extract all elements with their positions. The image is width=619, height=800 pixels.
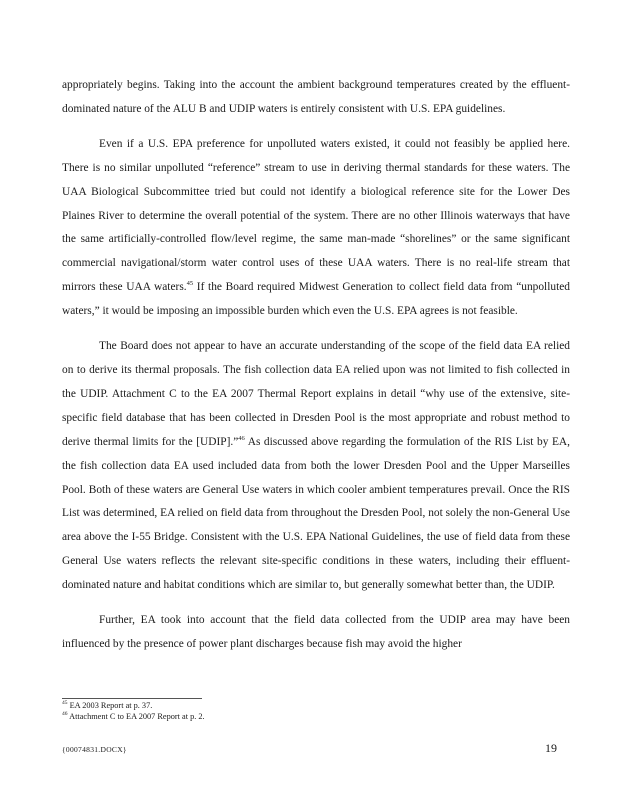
paragraph-2-text-before: Even if a U.S. EPA preference for unpolluted waters existed, it could not feasibly be applied here. There is no similar unpolluted “reference” stream to use in deriving thermal standards for these waters. The UAA Biological Subcommittee tried but could not identify a biological reference site for the Lower Des Plaines River to determine the overall potential of the system. There are no other Illinois waterways that have the same artificially-controlled flow/level regime, the same man-made “shorelines” or the same significant commercial navigational/storm water control uses of these UAA waters. There is no real-life stream that mirrors these UAA waters. [62, 137, 570, 294]
document-id: {00074831.DOCX} [62, 745, 127, 754]
footnotes [62, 701, 562, 722]
footnote-text: Attachment C to EA 2007 Report at p. 2. [67, 711, 205, 721]
paragraph-3-text-before: The Board does not appear to have an accurate understanding of the scope of the field data EA relied on to derive its thermal proposals. The fish collection data EA relied upon was not limited to fish collected in the UDIP. Attachment C to the EA 2007 Thermal Report explains in detail “why use of the extensive, site-specific field database that has been collected in Dresden Pool is the most appropriate and robust method to derive thermal limits for the [UDIP].” [62, 340, 570, 448]
footnote-ref-46[interactable]: 46 [238, 434, 245, 442]
footnote-separator [62, 698, 202, 699]
footnote-45 [62, 701, 562, 712]
paragraph-3 [62, 335, 570, 598]
paragraph-2-text-after: If the Board required Midwest Generation to collect field data from “unpolluted waters,” it would be imposing an impossible burden which even the U.S. EPA agrees is not feasible. [62, 281, 570, 318]
paragraph-3-text-after: As discussed above regarding the formulation of the RIS List by EA, the fish collection data EA used included data from both the lower Dresden Pool and the Upper Marseilles Pool. Both of these waters are General Use waters in which cooler ambient temperatures prevail. Once the RIS List was determined, EA relied on field data from throughout the Dresden Pool, not solely the non-General Use area above the I-55 Bridge. Consistent with the U.S. EPA National Guidelines, the use of field data from these General Use waters reflects the relevant site-specific conditions in these waters, including their effluent-dominated nature and habitat conditions which are similar to, but generally somewhat better than, the UDIP. [62, 435, 570, 592]
paragraph-4 [62, 609, 570, 657]
paragraph-4-text: Further, EA took into account that the field data collected from the UDIP area may have been influenced by the presence of power plant discharges because fish may avoid the higher [62, 614, 570, 650]
paragraph-1-text: appropriately begins. Taking into the account the ambient background temperatures created by the effluent-dominated nature of the ALU B and UDIP waters is entirely consistent with U.S. EPA guidelines. [62, 79, 570, 115]
footnote-number: 46 [62, 710, 68, 717]
footnote-text: EA 2003 Report at p. 37. [67, 701, 153, 710]
footnote-ref-45[interactable]: 45 [186, 280, 194, 288]
footnote-46 [62, 712, 562, 723]
paragraph-2 [62, 133, 570, 324]
body-text [62, 74, 570, 668]
footnote-number: 45 [62, 700, 68, 707]
paragraph-1 [62, 74, 570, 122]
page-number: 19 [545, 741, 557, 755]
